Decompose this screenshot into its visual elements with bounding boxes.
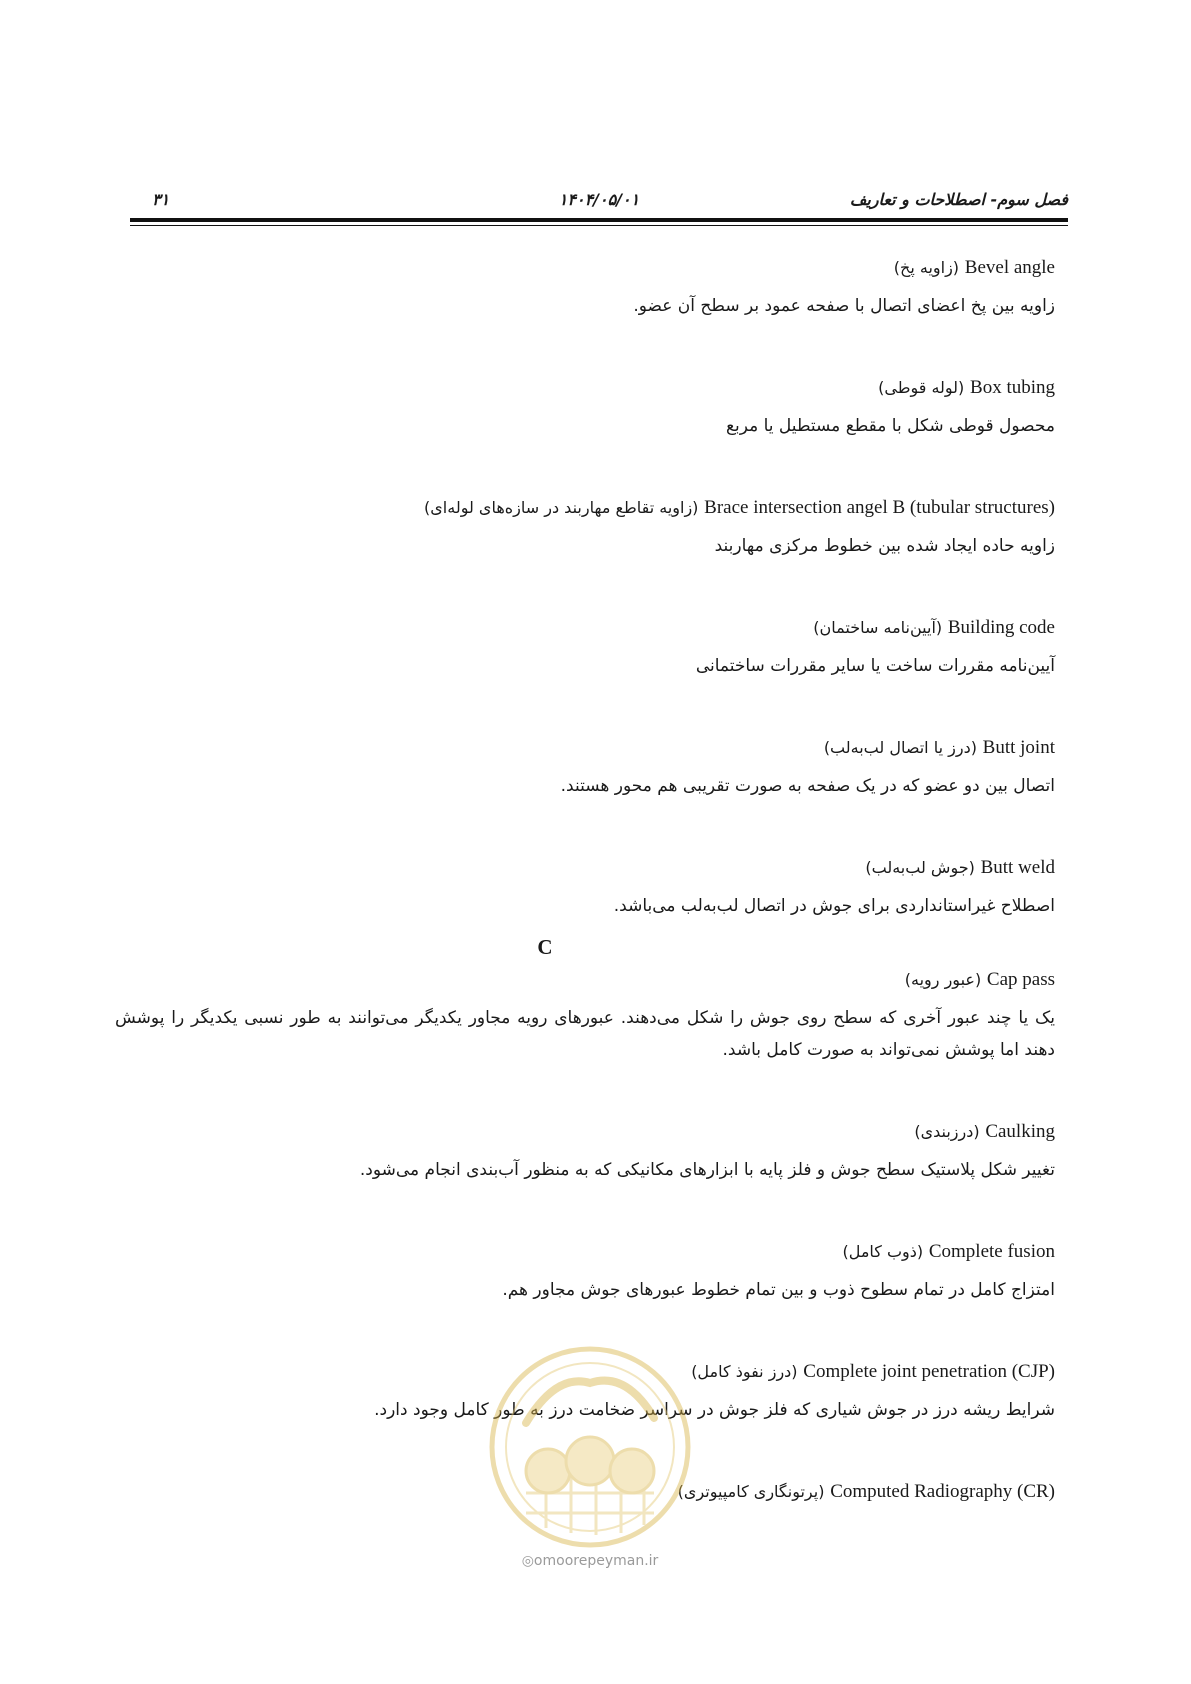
watermark-site-text: omoorepeyman.ir	[533, 1553, 659, 1569]
term-english: Bevel angle	[964, 257, 1055, 278]
entry-definition: اصطلاح غیراستانداردی برای جوش در اتصال لب‌به‌لب می‌باشد.	[613, 896, 1055, 916]
watermark-at-icon: ◎	[521, 1553, 534, 1569]
term-english: Complete joint penetration (CJP)	[803, 1361, 1055, 1382]
page-number: ۳۱	[152, 190, 170, 209]
entry-term	[115, 1116, 1055, 1148]
entry-term	[115, 964, 1055, 996]
header-rule-thick	[130, 218, 1068, 222]
watermark-website	[500, 1553, 680, 1569]
term-english: Caulking	[985, 1121, 1055, 1142]
glossary-entry	[115, 612, 1055, 682]
term-persian: (جوش لب‌به‌لب)	[865, 858, 975, 877]
term-persian: (عبور رویه)	[904, 970, 982, 989]
term-persian: (درز نفوذ کامل)	[691, 1362, 798, 1381]
term-persian: (زاویه پخ)	[893, 258, 960, 277]
entry-term	[115, 252, 1055, 284]
term-persian: (ذوب کامل)	[842, 1242, 924, 1261]
section-letter-heading: C	[537, 935, 553, 959]
entry-definition: زاویه حاده ایجاد شده بین خطوط مرکزی مهاربند	[714, 536, 1055, 556]
term-english: Brace intersection angel B (tubular structures)	[704, 497, 1055, 518]
entry-definition: تغییر شکل پلاستیک سطح جوش و فلز پایه با ابزارهای مکانیکی که به منظور آب‌بندی انجام می‌شود.	[359, 1160, 1055, 1180]
term-english: Computed Radiography (CR)	[830, 1481, 1055, 1502]
term-english: Building code	[947, 617, 1055, 638]
term-english: Complete fusion	[928, 1241, 1055, 1262]
entry-term	[115, 1236, 1055, 1268]
glossary-entry	[115, 492, 1055, 562]
glossary-entry	[115, 372, 1055, 442]
entry-term	[115, 732, 1055, 764]
term-persian: (درز یا اتصال لب‌به‌لب)	[823, 738, 977, 757]
entry-term	[115, 612, 1055, 644]
term-persian: (پرتونگاری کامپیوتری)	[677, 1482, 825, 1501]
entry-definition: محصول قوطی شکل با مقطع مستطیل یا مربع	[725, 416, 1055, 436]
header-date: ۱۴۰۴/۰۵/۰۱	[558, 190, 640, 209]
entry-definition: امتزاج کامل در تمام سطوح ذوب و بین تمام خطوط عبورهای جوش مجاور هم.	[502, 1280, 1055, 1300]
term-english: Box tubing	[970, 377, 1055, 398]
entry-definition: آیین‌نامه مقررات ساخت یا سایر مقررات ساختمانی	[695, 656, 1055, 676]
glossary-entry	[115, 852, 1055, 922]
chapter-title: فصل سوم- اصطلاحات و تعاریف	[849, 190, 1068, 209]
entry-definition: یک یا چند عبور آخری که سطح روی جوش را شکل می‌دهند. عبورهای رویه مجاور یکدیگر می‌توانند به طور نسبی یکدیگر را پوشش دهند اما پوشش نمی‌تواند به صورت کامل باشد.	[115, 1008, 1055, 1060]
term-english: Butt weld	[980, 857, 1055, 878]
glossary-entry	[115, 1236, 1055, 1306]
term-persian: (آیین‌نامه ساختمان)	[813, 618, 943, 637]
glossary-body	[115, 252, 1055, 1508]
header-rule-thin	[130, 225, 1068, 226]
glossary-entry	[115, 964, 1055, 1066]
glossary-entry	[115, 1116, 1055, 1186]
term-persian: (درزبندی)	[914, 1122, 980, 1141]
glossary-entry	[115, 252, 1055, 322]
watermark-seal-icon	[486, 1343, 694, 1551]
entry-term	[115, 852, 1055, 884]
entry-definition: زاویه بین پخ اعضای اتصال با صفحه عمود بر سطح آن عضو.	[633, 296, 1055, 316]
entry-term	[115, 492, 1055, 524]
entry-term	[115, 372, 1055, 404]
page-header	[130, 186, 1068, 214]
term-persian: (زاویه تقاطع مهاربند در سازه‌های لوله‌ای)	[424, 498, 699, 517]
term-english: Cap pass	[986, 969, 1055, 990]
term-persian: (لوله قوطی)	[878, 378, 965, 397]
glossary-entry	[115, 732, 1055, 802]
entry-definition: اتصال بین دو عضو که در یک صفحه به صورت تقریبی هم محور هستند.	[560, 776, 1055, 796]
entry-definition: شرایط ریشه درز در جوش شیاری که فلز جوش در سراسر ضخامت درز به طور کامل وجود دارد.	[374, 1400, 1055, 1420]
term-english: Butt joint	[982, 737, 1055, 758]
